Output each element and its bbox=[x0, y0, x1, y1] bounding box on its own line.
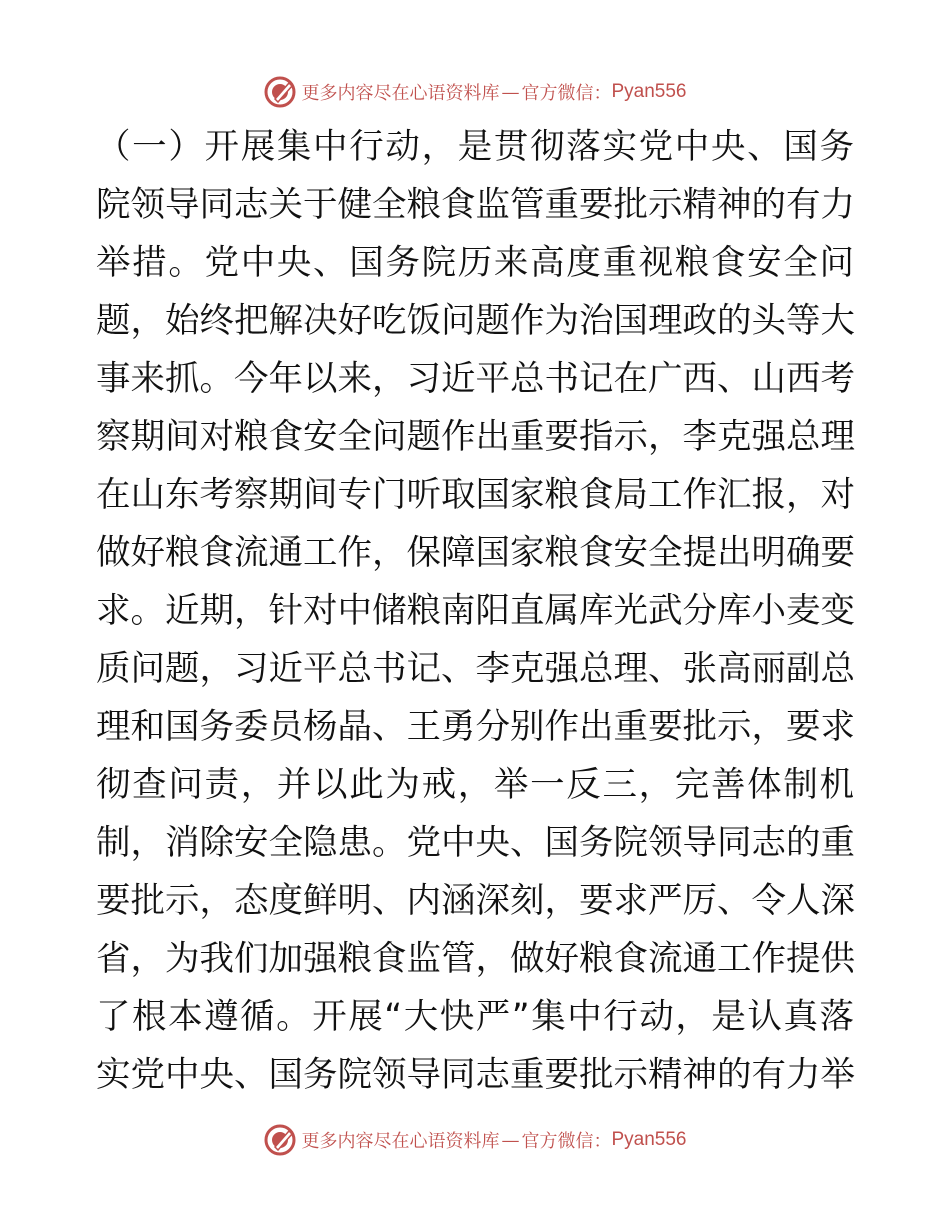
watermark-separator: — bbox=[501, 1129, 520, 1151]
text-line: 题，始终把解决好吃饭问题作为治国理政的头等大 bbox=[96, 301, 855, 341]
header-watermark bbox=[0, 72, 950, 112]
text-line: 制，消除安全隐患。党中央、国务院领导同志的重 bbox=[96, 823, 855, 863]
text-line: 求。近期，针对中储粮南阳直属库光武分库小麦变 bbox=[96, 591, 855, 631]
text-line: 了根本遵循。开展“大快严”集中行动，是认真落 bbox=[96, 997, 854, 1037]
text-line: （一）开展集中行动，是贯彻落实党中央、国务 bbox=[96, 127, 854, 167]
watermark-text: 更多内容尽在心语资料库 bbox=[301, 83, 500, 104]
text-line: 察期间对粮食安全问题作出重要指示，李克强总理 bbox=[96, 417, 855, 457]
text-line: 实党中央、国务院领导同志重要批示精神的有力举 bbox=[96, 1055, 855, 1095]
watermark-separator: — bbox=[501, 81, 520, 103]
text-line: 省，为我们加强粮食监管，做好粮食流通工作提供 bbox=[96, 939, 855, 979]
text-line: 事来抓。今年以来，习近平总书记在广西、山西考 bbox=[96, 359, 855, 399]
watermark-label: 官方微信： bbox=[521, 83, 612, 104]
watermark-id: Pyan556 bbox=[611, 1129, 687, 1150]
text-line: 要批示，态度鲜明、内涵深刻，要求严厉、令人深 bbox=[96, 881, 855, 921]
text-line: 做好粮食流通工作，保障国家粮食安全提出明确要 bbox=[96, 533, 855, 573]
text-line: 在山东考察期间专门听取国家粮食局工作汇报，对 bbox=[96, 475, 855, 515]
footer-watermark bbox=[0, 1120, 950, 1160]
text-line: 彻查问责，并以此为戒，举一反三，完善体制机 bbox=[96, 765, 854, 805]
text-line: 举措。党中央、国务院历来高度重视粮食安全问 bbox=[96, 243, 854, 283]
watermark-text: 更多内容尽在心语资料库 bbox=[301, 1131, 500, 1152]
document-body bbox=[96, 118, 854, 1104]
text-line: 质问题，习近平总书记、李克强总理、张高丽副总 bbox=[96, 649, 855, 689]
pen-logo-icon bbox=[263, 1123, 297, 1157]
text-line: 院领导同志关于健全粮食监管重要批示精神的有力 bbox=[96, 185, 855, 225]
pen-logo-icon bbox=[263, 75, 297, 109]
watermark-id: Pyan556 bbox=[611, 81, 687, 102]
text-line: 理和国务委员杨晶、王勇分别作出重要批示，要求 bbox=[96, 707, 855, 747]
watermark-label: 官方微信： bbox=[521, 1131, 612, 1152]
